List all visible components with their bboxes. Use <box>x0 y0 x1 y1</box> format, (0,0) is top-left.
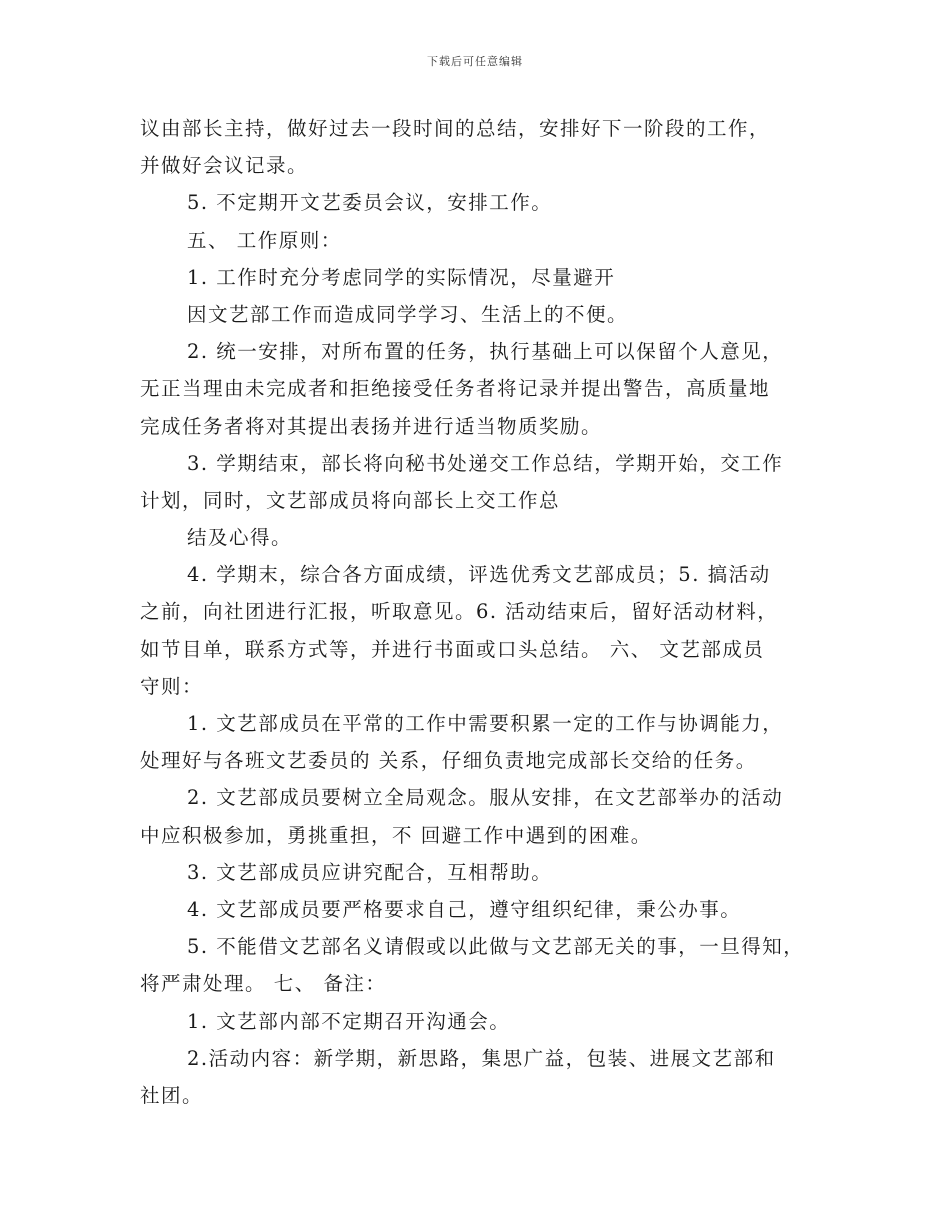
text-line: 议由部长主持，做好过去一段时间的总结，安排好下一阶段的工作， <box>140 117 771 140</box>
document-body <box>140 110 830 1114</box>
text-line: 3. 文艺部成员应讲究配合，互相帮助。 <box>187 860 553 884</box>
text-line: 因文艺部工作而造成同学学习、生活上的不便。 <box>187 302 629 326</box>
text-line: 2.活动内容：新学期，新思路，集思广益，包装、进展文艺部和 <box>187 1046 776 1070</box>
text-line: 5. 不能借文艺部名义请假或以此做与文艺部无关的事，一旦得知， <box>187 935 805 959</box>
text-line: 2. 文艺部成员要树立全局观念。服从安排，在文艺部举办的活动 <box>187 786 784 810</box>
section-heading: 五、 工作原则： <box>187 228 342 252</box>
text-line: 如节目单，联系方式等，并进行书面或口头总结。 六、 文艺部成员 <box>140 637 765 661</box>
text-line: 1. 文艺部成员在平常的工作中需要积累一定的工作与协调能力， <box>187 712 784 735</box>
text-line: 4. 学期末，综合各方面成绩，评选优秀文艺部成员；5. 搞活动 <box>187 563 771 587</box>
text-line: 并做好会议记录。 <box>140 154 309 178</box>
text-line: 1. 工作时充分考虑同学的实际情况，尽量避开 <box>187 265 616 289</box>
text-line: 4. 文艺部成员要严格要求自己，遵守组织纪律，秉公办事。 <box>187 897 742 921</box>
text-line: 1. 文艺部内部不定期召开沟通会。 <box>187 1009 511 1033</box>
page-header: 下载后可任意编辑 <box>427 55 523 68</box>
text-line: 无正当理由未完成者和拒绝接受任务者将记录并提出警告，高质量地 <box>140 377 771 401</box>
text-line: 守则： <box>140 674 204 698</box>
text-line: 中应积极参加，勇挑重担，不 回避工作中遇到的困难。 <box>140 823 652 847</box>
text-line: 结及心得。 <box>187 526 293 550</box>
text-line: 2. 统一安排，对所布置的任务，执行基础上可以保留个人意见， <box>187 340 784 364</box>
text-line: 之前，向社团进行汇报，听取意见。6. 活动结束后，留好活动材料， <box>140 600 779 624</box>
text-line: 计划，同时，文艺部成员将向部长上交工作总 <box>140 488 561 512</box>
text-line: 完成任务者将对其提出表扬并进行适当物质奖励。 <box>140 414 603 438</box>
text-line: 3. 学期结束，部长将向秘书处递交工作总结，学期开始，交工作 <box>187 451 784 475</box>
text-line: 5. 不定期开文艺委员会议，安排工作。 <box>187 191 553 215</box>
text-line: 将严肃处理。 七、 备注： <box>140 972 387 996</box>
text-line: 社团。 <box>140 1083 204 1107</box>
text-line: 处理好与各班文艺委员的 关系，仔细负责地完成部长交给的任务。 <box>140 749 757 773</box>
